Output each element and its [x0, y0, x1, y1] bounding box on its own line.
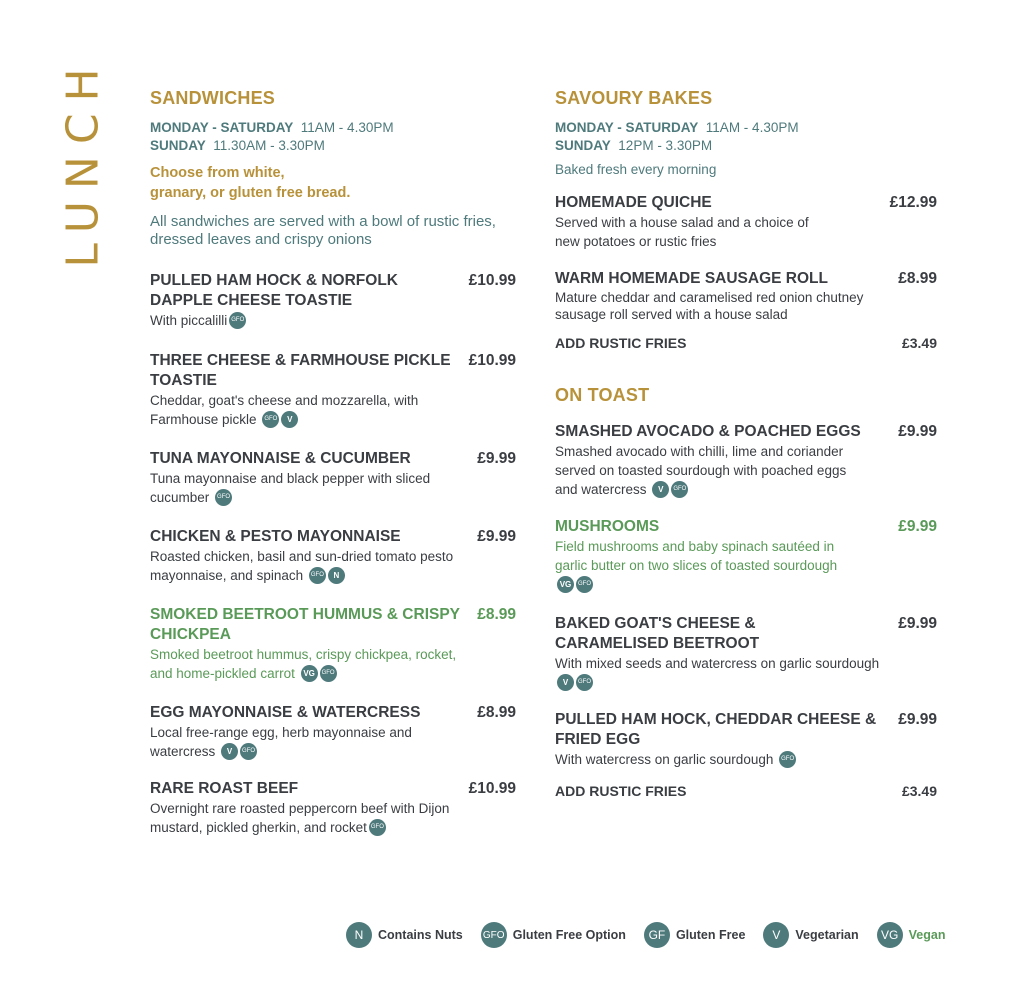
legend-item-gfo	[481, 922, 626, 948]
section-title-savoury-bakes: SAVOURY BAKES	[555, 88, 713, 108]
savoury-bakes-section	[555, 88, 937, 351]
menu-item	[150, 703, 516, 761]
item-desc-text: Overnight rare roasted peppercorn beef with Dijon mustard, pickled gherkin, and rocket	[150, 801, 450, 835]
section-title-on-toast: ON TOAST	[555, 385, 650, 405]
page-title: LUNCH	[57, 56, 109, 268]
menu-item	[150, 351, 516, 429]
gfo-badge-icon: GFO	[262, 411, 279, 428]
legend-item-nuts	[346, 922, 463, 948]
item-name: SMOKED BEETROOT HUMMUS & CRISPY CHICKPEA	[150, 606, 460, 643]
addon-price: £3.49	[901, 783, 937, 799]
item-name: PULLED HAM HOCK & NORFOLK DAPPLE CHEESE TOASTIE	[150, 272, 398, 309]
item-desc	[150, 469, 467, 507]
vegetarian-badge-icon: V	[557, 674, 574, 691]
menu-item	[555, 614, 937, 692]
gfo-badge-icon: GFO	[481, 922, 507, 948]
menu-item	[150, 527, 516, 585]
savoury-bakes-hours	[555, 119, 937, 155]
menu-item-vegan	[555, 517, 937, 594]
item-price: £8.99	[477, 606, 516, 623]
item-price: £9.99	[898, 518, 937, 535]
gfo-badge-icon: GFO	[215, 489, 232, 506]
item-name: EGG MAYONNAISE & WATERCRESS	[150, 704, 421, 721]
dietary-legend	[346, 922, 963, 948]
item-desc-text: Roasted chicken, basil and sun-dried tomato pesto mayonnaise, and spinach	[150, 549, 454, 583]
gfo-badge-icon: GFO	[320, 665, 337, 682]
item-desc	[150, 723, 467, 761]
sandwiches-section	[150, 88, 516, 837]
menu-item	[555, 193, 937, 251]
item-desc-text: Field mushrooms and baby spinach sautéed in garlic butter on two slices of toasted sourdough	[555, 539, 838, 573]
item-price: £9.99	[477, 450, 516, 467]
right-column	[555, 88, 937, 799]
item-name: THREE CHEESE & FARMHOUSE PICKLE TOASTIE	[150, 352, 451, 389]
item-price: £12.99	[889, 194, 937, 211]
vegetarian-badge-icon: V	[221, 743, 238, 760]
item-desc-text: Smoked beetroot hummus, crispy chickpea, rocket, and home-pickled carrot	[150, 647, 457, 681]
vegetarian-badge-icon: V	[281, 411, 298, 428]
bread-choice-line: granary, or gluten free bread.	[150, 185, 351, 201]
gfo-badge-icon: GFO	[576, 576, 593, 593]
vegan-badge-icon: VG	[301, 665, 318, 682]
item-name: CHICKEN & PESTO MAYONNAISE	[150, 528, 401, 545]
gfo-badge-icon: GFO	[309, 567, 326, 584]
legend-label: Vegan	[908, 928, 946, 942]
sandwiches-note: All sandwiches are served with a bowl of rustic fries, dressed leaves and crispy onions	[150, 213, 496, 248]
legend-label: Gluten Free Option	[512, 928, 626, 942]
hours-time: 12PM - 3.30PM	[618, 138, 713, 153]
item-desc	[555, 537, 888, 594]
item-name: SMASHED AVOCADO & POACHED EGGS	[555, 423, 861, 440]
item-name: HOMEMADE QUICHE	[555, 194, 712, 211]
item-desc-text: Tuna mayonnaise and black pepper with sliced cucumber	[150, 471, 431, 505]
menu-item	[555, 422, 937, 499]
sandwiches-hours	[150, 119, 516, 155]
menu-item	[555, 710, 937, 769]
addon-label: ADD RUSTIC FRIES	[555, 783, 687, 799]
nuts-badge-icon: N	[346, 922, 372, 948]
menu-item	[150, 271, 516, 330]
item-price: £10.99	[468, 780, 516, 797]
item-name: WARM HOMEMADE SAUSAGE ROLL	[555, 270, 828, 287]
legend-item-vegetarian	[763, 922, 858, 948]
item-name: PULLED HAM HOCK, CHEDDAR CHEESE & FRIED EGG	[555, 711, 877, 748]
gfo-badge-icon: GFO	[229, 312, 246, 329]
item-desc	[150, 645, 467, 683]
vegetarian-badge-icon: V	[763, 922, 789, 948]
gfo-badge-icon: GFO	[240, 743, 257, 760]
hours-time: 11AM - 4.30PM	[705, 120, 799, 135]
item-desc	[555, 750, 888, 769]
hours-days: MONDAY - SATURDAY	[555, 120, 699, 135]
item-desc-text: Local free-range egg, herb mayonnaise and watercress	[150, 725, 412, 759]
menu-item	[150, 449, 516, 507]
item-desc	[555, 442, 888, 499]
gfo-badge-icon: GFO	[369, 819, 386, 836]
addon-price: £3.49	[901, 335, 937, 351]
bread-choice-note	[150, 163, 516, 203]
savoury-bakes-note: Baked fresh every morning	[555, 162, 717, 177]
item-desc	[555, 654, 888, 692]
item-price: £10.99	[468, 272, 516, 289]
item-desc: Served with a house salad and a choice of new potatoes or rustic fries	[555, 215, 809, 249]
item-price: £9.99	[898, 423, 937, 440]
addon-label: ADD RUSTIC FRIES	[555, 335, 687, 351]
legend-label: Gluten Free	[675, 928, 746, 942]
menu-item	[150, 779, 516, 837]
section-title-sandwiches: SANDWICHES	[150, 88, 276, 108]
item-name: RARE ROAST BEEF	[150, 780, 299, 797]
item-desc	[150, 547, 467, 585]
item-price: £10.99	[468, 352, 516, 369]
item-price: £9.99	[898, 615, 937, 632]
item-price: £8.99	[898, 270, 937, 287]
legend-label: Contains Nuts	[378, 928, 463, 942]
item-desc: Mature cheddar and caramelised red onion chutney sausage roll served with a house salad	[555, 290, 864, 322]
item-desc-text: With mixed seeds and watercress on garlic sourdough	[555, 656, 880, 671]
vegan-badge-icon: VG	[557, 576, 574, 593]
vegetarian-badge-icon: V	[652, 481, 669, 498]
item-desc	[150, 391, 459, 429]
page-title-vertical	[57, 56, 109, 268]
bread-choice-line: Choose from white,	[150, 165, 285, 181]
item-price: £9.99	[898, 711, 937, 728]
gfo-badge-icon: GFO	[576, 674, 593, 691]
hours-time: 11.30AM - 3.30PM	[213, 138, 325, 153]
add-rustic-fries	[555, 783, 937, 799]
item-desc	[150, 311, 459, 330]
hours-days: SUNDAY	[150, 138, 206, 153]
item-desc-text: With watercress on garlic sourdough	[555, 752, 774, 767]
item-price: £8.99	[477, 704, 516, 721]
item-desc	[150, 799, 459, 837]
item-name: BAKED GOAT'S CHEESE & CARAMELISED BEETROOT	[555, 615, 760, 652]
gfo-badge-icon: GFO	[671, 481, 688, 498]
vegan-badge-icon: VG	[877, 922, 903, 948]
gf-badge-icon: GF	[644, 922, 670, 948]
item-desc-text: Cheddar, goat's cheese and mozzarella, with Farmhouse pickle	[150, 393, 419, 427]
item-desc-text: Smashed avocado with chilli, lime and coriander served on toasted sourdough with poached eggs and watercress	[555, 444, 847, 497]
menu-item	[555, 269, 937, 323]
item-desc-text: With piccalilli	[150, 313, 228, 328]
on-toast-section	[555, 385, 937, 799]
legend-item-gf	[644, 922, 745, 948]
legend-label: Vegetarian	[795, 928, 859, 942]
menu-item-vegan	[150, 605, 516, 683]
add-rustic-fries	[555, 335, 937, 351]
gfo-badge-icon: GFO	[779, 751, 796, 768]
hours-time: 11AM - 4.30PM	[300, 120, 394, 135]
item-name: TUNA MAYONNAISE & CUCUMBER	[150, 450, 411, 467]
legend-item-vegan	[877, 922, 946, 948]
hours-days: MONDAY - SATURDAY	[150, 120, 294, 135]
hours-days: SUNDAY	[555, 138, 611, 153]
item-name: MUSHROOMS	[555, 518, 660, 535]
nuts-badge-icon: N	[328, 567, 345, 584]
item-price: £9.99	[477, 528, 516, 545]
